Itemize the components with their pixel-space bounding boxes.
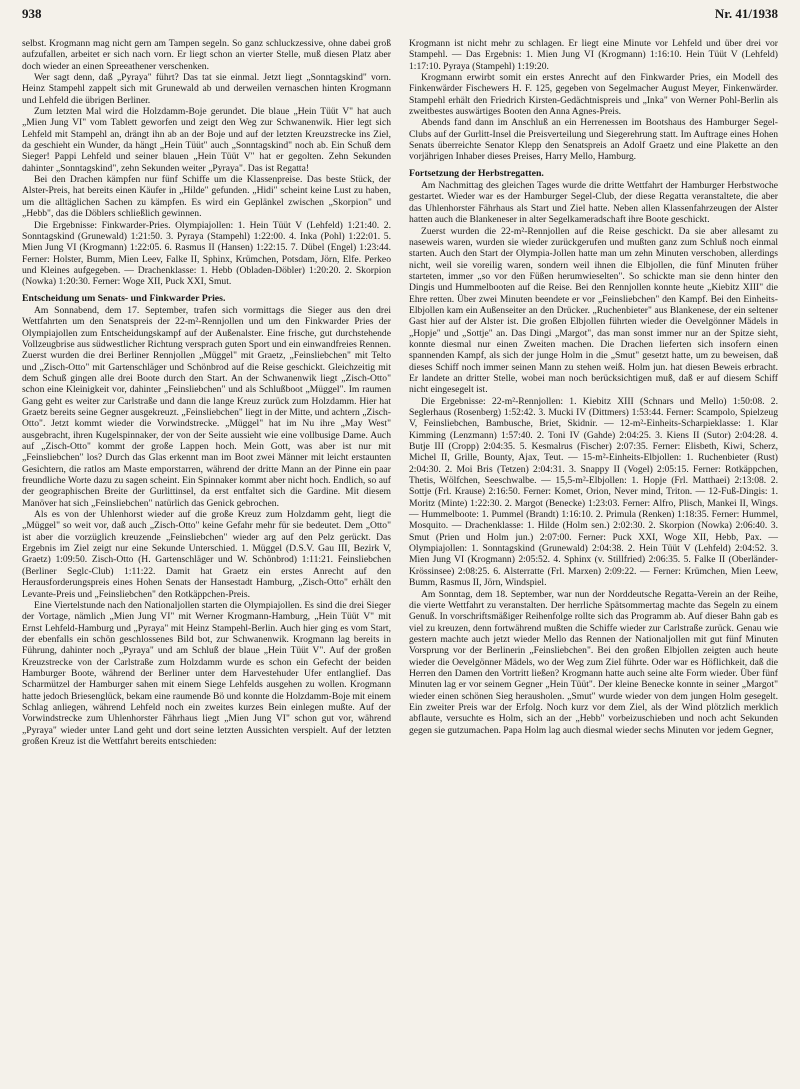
paragraph: Zuerst wurden die 22-m²-Rennjollen auf die Reise geschickt. Da sie aber allesamt zu naseweis waren, wurden sie wieder zurückgerufen und mußten ganz zum Schluß noch einmal starten. Auch den Start der Olympia-Jollen hatte man um zehn Minuten verschoben, allerdings nicht, weil sie voreilig waren, sondern weil ihnen die Elbjollen, die fünf Minuten früher starteten, immer „so vor den Füßen herumwieselten". So schickte man sie denn hinter den Dingis und Hummelbooten auf die Reise. Bei den Rennjollen konnte heute „Kiebitz XIII" die Ehre retten. Über zwei Minuten beendete er vor „Feinsliebchen" den Kampf. Bei den Einheits-Elbjollen kam ein Außenseiter an den Drücker. „Ruchenbieter" aus Blankenese, der ein seltener Gast hier auf der Alster ist. Die großen Elbjollen führten wieder die Oevelgönner Mädels in „Hopje" und „Sottje" an. Das Dingi „Margot", das man sonst immer nur an der Spitze sieht, konnte diesmal nur einen Zweiten machen. Die Drachen lieferten sich insofern einen spannenden Kampf, als sich der junge Holm in die „Smut" gesetzt hatte, um zu beweisen, daß dieses Schiff noch immer seinen Mann zu stehen weiß. Holm jun. hat diesen Beweis erbracht. Er landete an dritter Stelle, wobei man noch berücksichtigen muß, daß er auf diesem Schiff nicht eingesegelt ist.	[409, 225, 778, 396]
right-column	[409, 38, 778, 747]
paragraph: Als es von der Uhlenhorst wieder auf die große Kreuz zum Holzdamm geht, liegt die „Müggel" so weit vor, daß auch „Zisch-Otto" keine Gefahr mehr für sie bedeutet. Dem „Otto" ist aber die vorzüglich kreuzende „Feinsliebchen" wieder arg auf den Pelz gerückt. Das Ergebnis im Ziel zeigt nur eine Sekunde Unterschied. 1. Müggel (D.S.V. Gau III, Bezirk V, Graetz) 1:09:50. Zisch-Otto (H. Gartenschläger und W. Schönbrod) 1:11:21. Feinsliebchen (Berliner Seglc-Club) 1:11:22. Damit hat Graetz ein erstes Anrecht auf den Herausforderungspreis eines Hohen Senats der Hansestadt Hamburg, „Zisch-Otto" erhält den Levante-Preis und „Feinsliebchen" den Rotkäppchen-Preis.	[22, 509, 391, 600]
paragraph: Abends fand dann im Anschluß an ein Herrenessen im Bootshaus des Hamburger Segel-Clubs auf der Gurlitt-Insel die Preisverteilung und Siegerehrung statt. Im Auftrage eines Hohen Senats überreichte Senator Klepp den Senatspreis an Adolf Graetz und eine Plakette an den vorjährigen Inhaber dieses Preises, Harry Mello, Hamburg.	[409, 117, 778, 163]
issue-number: Nr. 41/1938	[714, 6, 778, 21]
paragraph: selbst. Krogmann mag nicht gern am Tampen segeln. So ganz schluckzessive, ohne dabei groß aufzufallen, arbeitet er sich nach vorn. Er liegt schon an vierter Stelle, muß diesen Platz aber doch wieder an einen Spreeathener verschenken.	[22, 38, 391, 72]
paragraph: Bei den Drachen kämpfen nur fünf Schiffe um die Klassenpreise. Das beste Stück, der Alster-Preis, hat bereits einen Käufer in „Hilde" gefunden. „Hidi" scheint keine Lust zu haben, um die alltäglichen Sachen zu kämpfen. Es wird ein Geplänkel zwischen „Skorpion" und „Hebb", das die Döblers schließlich gewinnen.	[22, 174, 391, 220]
paragraph: Krogmann erwirbt somit ein erstes Anrecht auf den Finkwarder Pries, ein Modell des Finkenwärder Fischewers H. F. 125, gegeben von Segelmacher August Meyer, Finkenwärder. Stampehl erhält den Friedrich Kirsten-Gedächtnispreis und „Inka" von Werner Pohl-Berlin als zweitbestes auswärtiges Booten den Anna Agnes-Preis.	[409, 72, 778, 118]
section-heading: Fortsetzung der Herbstregatten.	[409, 167, 544, 179]
page-number: 938	[22, 6, 42, 21]
text-columns	[22, 38, 778, 747]
paragraph: Eine Viertelstunde nach den Nationaljollen starten die Olympiajollen. Es sind die drei Sieger der Vortage, nämlich „Mien Jung VI" mit Werner Krogmann-Hamburg, „Hein Tüüt V" mit Ernst Lehfeld-Hamburg und „Pyraya" mit Heinz Stampehl-Berlin. Auch hier ging es vom Start, der ebenfalls ein schön geschlossenes Bild bot, zur Schwanenwik. Krogmann lag bereits in Führung, dahinter noch „Pyraya" und am Schluß der blaue „Hein Tüüt V". Auf der großen Kreuzstrecke von der Carlstraße zum Holzdamm wurde es schon ein Gefecht der beiden Hamburger Boote, während der Berliner unter dem Harvestehuder Ufer entlanglief. Das Scharmützel der Hamburger sahen mit einem Siege Lehfelds ausgehen zu wollen. Krogmann hatte jedoch Briesenglück, bekam eine raumende Bö und konnte die Holzdamm-Boje mit einem Schlag anliegen, während Lehfeld noch ein zweites kurzes Bein einlegen mußte. Auf der Vorwindstrecke zum Uhlenhorster Fährhaus liegt „Mien Jung VI" schon gut vor, während „Pyraya" wieder unter Land geht und dort seine letzten Aussichten verspielt. Auf der letzten großen Kreuz ist die Wettfahrt bereits entschieden:	[22, 599, 391, 747]
left-column	[22, 38, 391, 747]
paragraph: Am Nachmittag des gleichen Tages wurde die dritte Wettfahrt der Hamburger Herbstwoche gestartet. Wieder war es der Hamburger Segel-Club, der diese Regatta veranstaltete, die aber das Uhlenhorster Fährhaus als Start und Ziel hatte. Neben allen Klassenfahrzeugen der Alster hatten auch die Blankeneser in alter Segelkameradschaft ihre Boote geschickt.	[409, 180, 778, 226]
paragraph: Am Sonnabend, dem 17. September, trafen sich vormittags die Sieger aus den drei Wettfahrten um den Senatspreis der 22-m²-Rennjollen und um den Finkwarder Pries der Olympiajollen zum Entscheidungskampf auf der Außenalster. Eine frische, gut durchstehende Vollzeugbrise aus südwestlicher Richtung versprach guten Sport und ein einwandfreies Rennen. Zuerst wurden die drei Berliner Rennjollen „Müggel" mit Graetz, „Feinsliebchen" mit Telto und „Zisch-Otto" mit Gartenschläger und Schönbrod auf die Reise geschickt. Gleichzeitig mit dem Schuß gingen alle drei Boote durch den Start. An der Schwanenwik liegt „Zisch-Otto" schon eine Kleinigkeit vor, dahinter „Feinsliebchen" und als Schlußboot „Müggel". Im raumen Gang geht es weiter zur Carlstraße und dann die lange Kreuz zurück zum Holzdamm. Hier hat Graetz bereits seine Gegner ausgekreuzt. „Feinsliebchen" liegt in der Mitte, und achtern „Zisch-Otto". Jetzt kommt wieder die Vorwindstrecke. „Müggel" hat im Nu ihre „May West" ausgebracht, ihren Kugelspinnaker, der von der Seite aussieht wie eine vollbusige Dame. Auch auf „Zisch-Otto" kommt der große Lappen hoch. Mein Gott, was aber ist nur mit „Feinsliebchen" los? Durch das Glas erkennt man im Boot zwei Männer mit leicht erstaunten Gesichtern, die ratlos am Maste emporstarren, während der dritte Mann an der Pinne ein paar freundliche Worte dazu zu sagen scheint. Ein Spinnaker kommt aber nicht hoch. Endlich, so auf der geographischen Breite der Gurlittinsel, da erst entfaltet sich die Gardine. Mit diesem Manöver hat sich „Feinsliebchen" natürlich das Genick gebrochen.	[22, 304, 391, 509]
paragraph: Krogmann ist nicht mehr zu schlagen. Er liegt eine Minute vor Lehfeld und über drei vor Stampehl. — Das Ergebnis: 1. Mien Jung VI (Krogmann) 1:16:10. Hein Tüüt V (Lehfeld) 1:17:10. Pyraya (Stampehl) 1:19:20.	[409, 38, 778, 72]
section-heading: Entscheidung um Senats- und Finkwarder Pries.	[22, 292, 226, 304]
paragraph: Wer sagt denn, daß „Pyraya" führt? Das tat sie einmal. Jetzt liegt „Sonntagskind" vorn. Heinz Stampehl zappelt sich mit Grunewald ab und derweilen vernaschen hinten Krogmann und Lehfeld die übrigen Berliner.	[22, 72, 391, 106]
page-header	[22, 6, 778, 24]
results-paragraph: Die Ergebnisse: 22-m²-Rennjollen: 1. Kiebitz XIII (Schnars und Mello) 1:50:08. 2. Seglerhaus (Rosenberg) 1:52:42. 3. Mucki IV (Dittmers) 1:53:44. Ferner: Scampolo, Spielzeug V, Feinsliebchen, Bambusche, Briet, Skidnir. — 12-m²-Einheits-Scharpieklasse: 1. Klar Kimming (Lenzmann) 1:57:40. 2. Toni IV (Gahde) 2:04:25. 3. Kiens II (Sutor) 2:04:28. 4. Butje III (Cropp) 2:04:35. 5. Kesmalrus (Fischer) 2:07:35. Ferner: Elisbeth, Kiwi, Scherz, Michel II, Grille, Bounty, Ajax, Teut. — 15-m²-Einheits-Elbjollen: 1. Ruchenbieter (Rust) 2:04:30. 2. Moi Bris (Tetzen) 2:04:31. 3. Snappy II (Vogel) 2:05:15. Ferner: Rotkäppchen, Thetis, Wölfchen, Seeschwalbe. — 15,5-m²-Elbjollen: 1. Hopje (Frl. Matthaei) 2:13:08. 2. Sottje (Frl. Krause) 2:16:50. Ferner: Komet, Orion, Never mind, Triton. — 12-Fuß-Dingis: 1. Moritz (Minte) 1:22:30. 2. Margot (Benecke) 1:23:03. Ferner: Alfro, Plisch, Mankei II, Wings. — Hummelboote: 1. Pummel (Brandt) 1:16:10. 2. Primula (Renken) 1:18:35. Ferner: Hummel, Mosquito. — Drachenklasse: 1. Hilde (Holm sen.) 2:02:30. 2. Skorpion (Nowka) 2:06:40. 3. Smut (Prien und Holm jun.) 2:07:00. Ferner: Puck XXI, Woge XII, Hebb, Pax. — Olympiajollen: 1. Sonntagskind (Grunewald) 2:04:38. 2. Hein Tüüt V (Lehfeld) 2:04:52. 3. Mien Jung VI (Krogmann) 2:05:52. 4. Sphinx (v. Stillfried) 2:06:35. 5. Falke II (Oberländer-Krössinsee) 2:08:25. 6. Alsterratte (Frl. Marxen) 2:09:22. — Ferner: Krümchen, Mien Leew, Bumm, Rasmus II, Jörn, Windspiel.	[409, 395, 778, 589]
paragraph: Am Sonntag, dem 18. September, war nun der Norddeutsche Regatta-Verein an der Reihe, die vierte Wettfahrt zu veranstalten. Der herrliche Spätsommertag machte das Segeln zu einem Genuß. In vorschriftsmäßiger Reihenfolge rollte sich das Programm ab. Auf dieser Bahn gab es viel zu kreuzen, denn fortwährend mußten die Schiffe wieder zur Carlstraße zurück. Genau wie gestern machte auch jetzt wieder Mello das Rennen der Nationaljollen mit gut fünf Minuten Vorsprung vor der Berlinerin „Feinsliebchen". Bei den großen Elbjollen zeigten auch heute wieder die Oevelgönner Mädels, wo der Weg zum Ziel führte. Oder war es Höflichkeit, daß die Herren den Damen den Vortritt ließen? Krogmann hatte auch seine alte Form wieder. Über fünf Minuten lag er vor seinem Gegner „Hein Tüüt". Der kleine Benecke konnte in seiner „Margot" wieder einen schönen Sieg herausholen. „Smut" wurde wieder von dem jungen Holm gesegelt. Ein zweiter Preis war der Erfolg. Noch kurz vor dem Ziel, als der Wind plötzlich merklich abflaute, versuchte es Holm, sich an der „Hebb" vorbeizuschieben und noch acht Sekunden gegen sie gutzumachen. Papa Holm lag auch diesmal wieder sechs Minuten vor jedem Gegner,	[409, 588, 778, 736]
paragraph: Zum letzten Mal wird die Holzdamm-Boje gerundet. Die blaue „Hein Tüüt V" hat auch „Mien Jung VI" vom Tablett geworfen und zeigt den Weg zur Schwanenwik. Hier legt sich Lehfeld mit Stampehl an, drängt ihn ab an der Boje und auf der letzten Kreuzstrecke ins Ziel, da geschieht ein Wunder, da hängt „Hein Tüüt" auch „Sonntagskind" noch ab. Ein Schuß dem Sieger! Pappi Lehfeld und seiner blauen „Hein Tüüt V" hat er gegolten. Zehn Sekunden dahinter „Sonntagskind", zehn Sekunden weiter „Pyraya". Das ist Regatta!	[22, 106, 391, 174]
results-paragraph: Die Ergebnisse: Finkwarder-Pries. Olympiajollen: 1. Hein Tüüt V (Lehfeld) 1:21:40. 2. Sonntagskind (Grunewald) 1:21:50. 3. Pyraya (Stampehl) 1:22:00. 4. Inka (Pohl) 1:22:01. 5. Mien Jung VI (Krogmann) 1:22:05. 6. Rasmus II (Hansen) 1:22:15. 7. Dübel (Engel) 1:23:44. Ferner: Holster, Bumm, Mien Leev, Falke II, Sphinx, Krümchen, Potsdam, Jörn, Elfe. Perkeo und Kleines aufgegeben. — Drachenklasse: 1. Hebb (Obladen-Döbler) 1:20:20. 2. Skorpion (Nowka) 1:20:30. Ferner: Woge XII, Puck XXI, Smut.	[22, 219, 391, 288]
